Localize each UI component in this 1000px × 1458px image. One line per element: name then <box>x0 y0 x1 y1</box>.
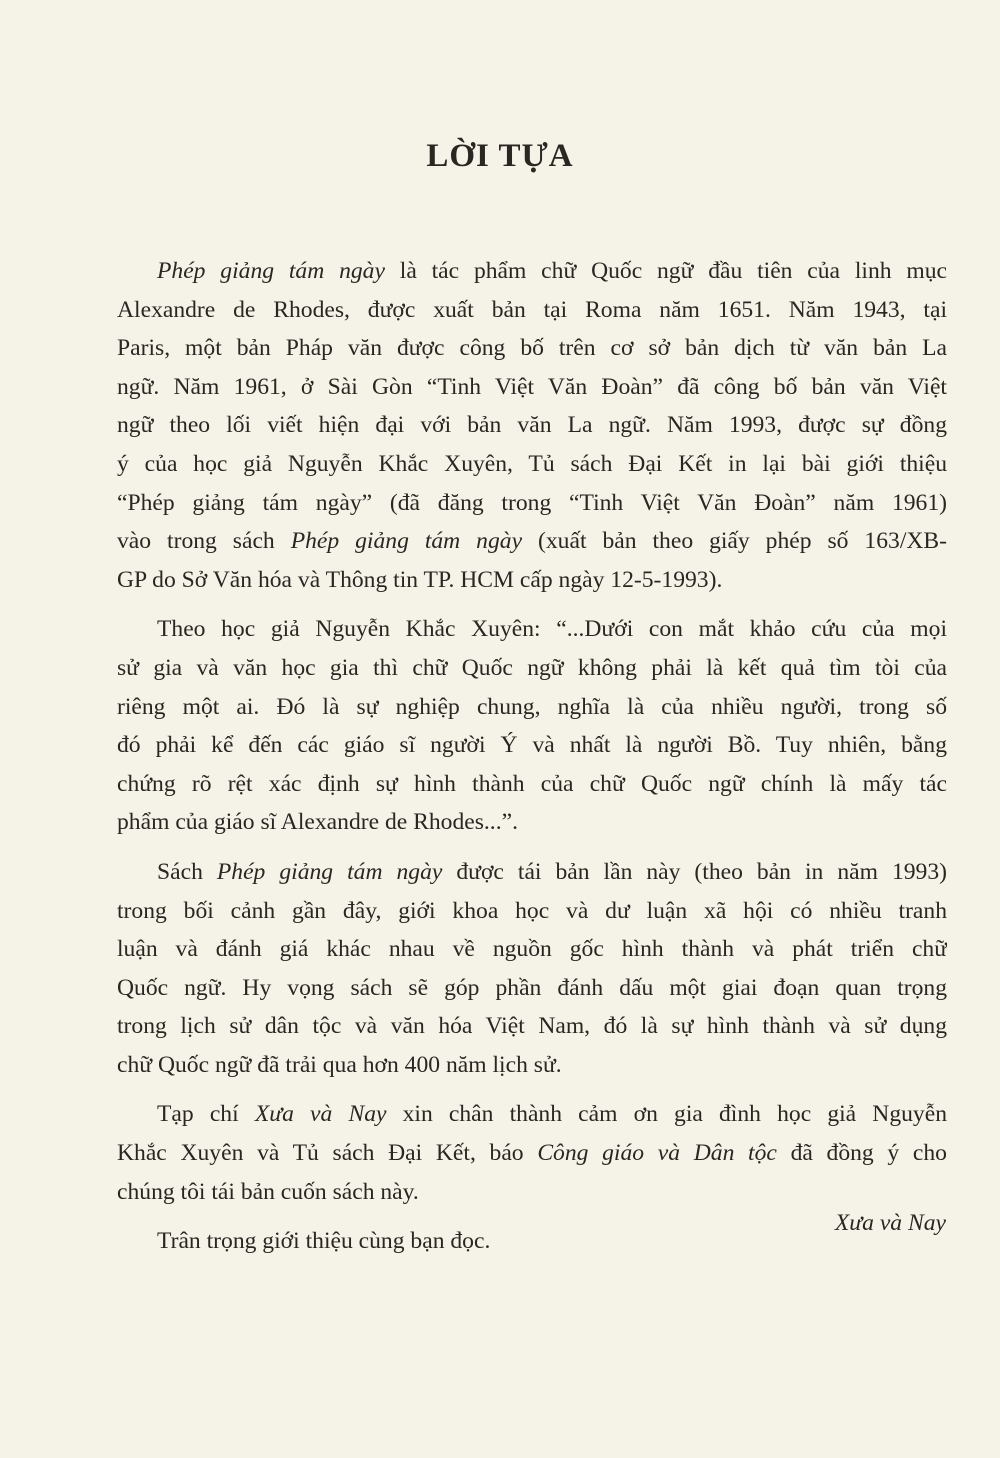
text-line <box>117 853 947 892</box>
text-line <box>117 329 947 368</box>
paragraph <box>117 610 947 842</box>
text-line <box>117 291 947 330</box>
text-line <box>117 649 947 688</box>
preface-body <box>117 252 947 1272</box>
text-span: được tái bản lần này (theo bản in năm 1993) <box>442 858 947 885</box>
text-span: phẩm của giáo sĩ Alexandre de Rhodes...”. <box>117 809 518 836</box>
text-span: Paris, một bản Pháp văn được công bố trên cơ sở bản dịch từ văn bản La <box>117 335 947 362</box>
text-span: Khắc Xuyên và Tủ sách Đại Kết, báo <box>117 1140 538 1167</box>
text-span: Alexandre de Rhodes, được xuất bản tại Roma năm 1651. Năm 1943, tại <box>117 296 947 323</box>
text-span: Trân trọng giới thiệu cùng bạn đọc. <box>157 1228 491 1255</box>
text-line <box>117 561 947 600</box>
text-span: Quốc ngữ. Hy vọng sách sẽ góp phần đánh dấu một giai đoạn quan trọng <box>117 974 947 1001</box>
text-line <box>117 610 947 649</box>
text-span: Tạp chí <box>157 1101 255 1128</box>
text-line <box>117 445 947 484</box>
text-line <box>117 1134 947 1173</box>
text-span: đó phải kể đến các giáo sĩ người Ý và nhất là người Bồ. Tuy nhiên, bằng <box>117 732 947 759</box>
text-line <box>117 252 947 291</box>
text-span: là tác phẩm chữ Quốc ngữ đầu tiên của linh mục <box>384 258 947 284</box>
text-span: ngữ theo lối viết hiện đại với bản văn La ngữ. Năm 1993, được sự đồng <box>117 412 947 439</box>
text-span: chữ Quốc ngữ đã trải qua hơn 400 năm lịch sử. <box>117 1051 562 1078</box>
text-line <box>117 726 947 765</box>
text-span: xin chân thành cảm ơn gia đình học giả Nguyễn <box>386 1101 947 1128</box>
text-span: chứng rõ rệt xác định sự hình thành của chữ Quốc ngữ chính là mấy tác <box>117 770 947 797</box>
text-span: ngữ. Năm 1961, ở Sài Gòn “Tinh Việt Văn Đoàn” đã công bố bản văn Việt <box>117 373 947 400</box>
text-span: chúng tôi tái bản cuốn sách này. <box>117 1178 419 1205</box>
text-line <box>117 1095 947 1134</box>
text-span: “Phép giảng tám ngày” (đã đăng trong “Tinh Việt Văn Đoàn” năm 1961) <box>117 489 947 516</box>
italic-title-text: Công giáo và Dân tộc <box>537 1140 777 1167</box>
text-span: riêng một ai. Đó là sự nghiệp chung, nghĩa là của nhiều người, trong số <box>117 693 947 720</box>
text-span: Theo học giả Nguyễn Khắc Xuyên: “...Dưới con mắt khảo cứu của mọi <box>157 616 947 643</box>
italic-title-text: Phép giảng tám ngày <box>290 528 523 555</box>
text-line <box>117 1222 947 1261</box>
paragraph <box>117 252 947 599</box>
text-span: ý của học giả Nguyễn Khắc Xuyên, Tủ sách Đại Kết in lại bài giới thiệu <box>117 450 947 477</box>
text-span: vào trong sách <box>117 528 291 555</box>
signature: Xưa và Nay <box>834 1210 946 1236</box>
text-span: Sách <box>157 858 217 885</box>
text-line <box>117 688 947 727</box>
text-line <box>117 969 947 1008</box>
paragraph <box>117 1095 947 1211</box>
italic-title-text: Phép giảng tám ngày <box>216 858 443 885</box>
text-line <box>117 803 947 842</box>
text-line <box>117 930 947 969</box>
text-span: (xuất bản theo giấy phép số 163/XB- <box>522 528 947 555</box>
text-line <box>117 1173 947 1212</box>
text-line <box>117 522 947 561</box>
text-line <box>117 368 947 407</box>
text-line <box>117 1007 947 1046</box>
text-line <box>117 406 947 445</box>
text-line <box>117 765 947 804</box>
text-line <box>117 892 947 931</box>
text-span: trong lịch sử dân tộc và văn hóa Việt Nam, đó là sự hình thành và sử dụng <box>117 1013 947 1040</box>
text-span: luận và đánh giá khác nhau về nguồn gốc hình thành và phát triển chữ <box>117 936 947 963</box>
text-span: trong bối cảnh gần đây, giới khoa học và dư luận xã hội có nhiều tranh <box>117 897 947 924</box>
page-title: LỜI TỰA <box>426 138 574 174</box>
italic-title-text: Phép giảng tám ngày <box>157 258 385 284</box>
paragraph <box>117 1222 947 1261</box>
text-line <box>117 484 947 523</box>
paragraph <box>117 853 947 1085</box>
text-line <box>117 1046 947 1085</box>
text-span: GP do Sở Văn hóa và Thông tin TP. HCM cấp ngày 12-5-1993). <box>117 566 723 593</box>
text-span: sử gia và văn học gia thì chữ Quốc ngữ không phải là kết quả tìm tòi của <box>117 654 947 681</box>
text-span: đã đồng ý cho <box>776 1140 947 1167</box>
italic-title-text: Xưa và Nay <box>254 1101 387 1128</box>
